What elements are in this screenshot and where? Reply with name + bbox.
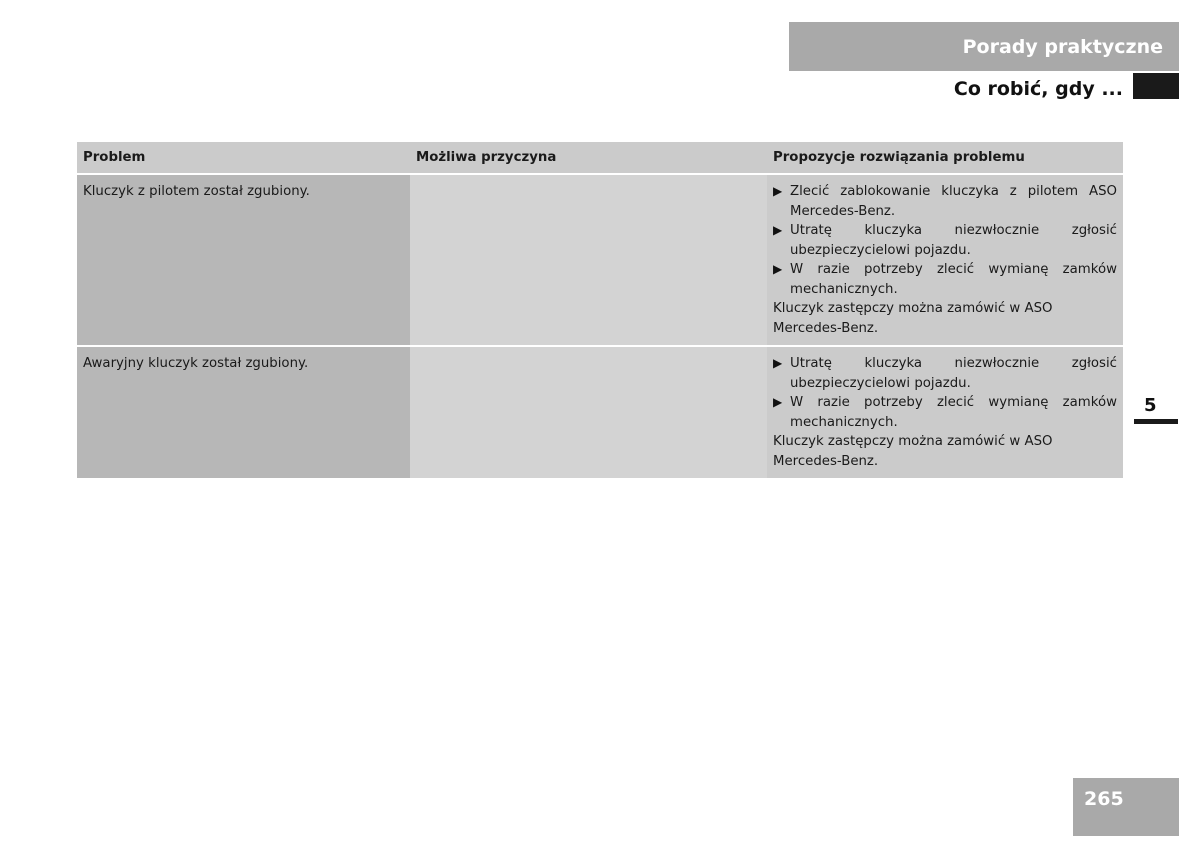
solution-cell xyxy=(767,174,1123,346)
solution-note: Kluczyk zastępczy można zamówić w ASO Mercedes-Benz. xyxy=(773,301,1053,336)
troubleshooting-table xyxy=(77,142,1123,480)
solution-note: Kluczyk zastępczy można zamówić w ASO Mercedes-Benz. xyxy=(773,434,1053,469)
triangle-right-icon: ▶ xyxy=(773,262,783,276)
table-header-row xyxy=(77,142,1123,174)
solution-step xyxy=(773,182,1117,221)
solution-step-text: W razie potrzeby zlecić wymianę zamków mechanicznych. xyxy=(790,395,1117,430)
solution-step-text: Utratę kluczyka niezwłocznie zgłosić ubezpieczycielowi pojazdu. xyxy=(790,356,1117,391)
table-row xyxy=(77,346,1123,479)
solution-step xyxy=(773,260,1117,299)
triangle-right-icon: ▶ xyxy=(773,395,783,409)
solution-step xyxy=(773,354,1117,393)
column-header-cause: Możliwa przyczyna xyxy=(410,142,767,174)
solution-step xyxy=(773,221,1117,260)
triangle-right-icon: ▶ xyxy=(773,184,783,198)
solution-cell xyxy=(767,346,1123,479)
cause-cell xyxy=(410,346,767,479)
chapter-tab: 5 xyxy=(1134,392,1178,424)
triangle-right-icon: ▶ xyxy=(773,356,783,370)
triangle-right-icon: ▶ xyxy=(773,223,783,237)
subsection-title: Co robić, gdy ... xyxy=(953,78,1123,100)
cause-cell xyxy=(410,174,767,346)
column-header-problem: Problem xyxy=(77,142,410,174)
problem-cell: Kluczyk z pilotem został zgubiony. xyxy=(77,174,410,346)
solution-step xyxy=(773,393,1117,432)
section-header xyxy=(789,22,1179,71)
page-number: 265 xyxy=(1073,778,1179,836)
solution-step-text: Zlecić zablokowanie kluczyka z pilotem ASO Mercedes-Benz. xyxy=(790,184,1117,219)
subsection-marker xyxy=(1133,73,1179,99)
solution-step-text: W razie potrzeby zlecić wymianę zamków mechanicznych. xyxy=(790,262,1117,297)
column-header-solution: Propozycje rozwiązania problemu xyxy=(767,142,1123,174)
section-title: Porady praktyczne xyxy=(962,35,1163,58)
problem-cell: Awaryjny kluczyk został zgubiony. xyxy=(77,346,410,479)
table-row xyxy=(77,174,1123,346)
solution-step-text: Utratę kluczyka niezwłocznie zgłosić ubezpieczycielowi pojazdu. xyxy=(790,223,1117,258)
